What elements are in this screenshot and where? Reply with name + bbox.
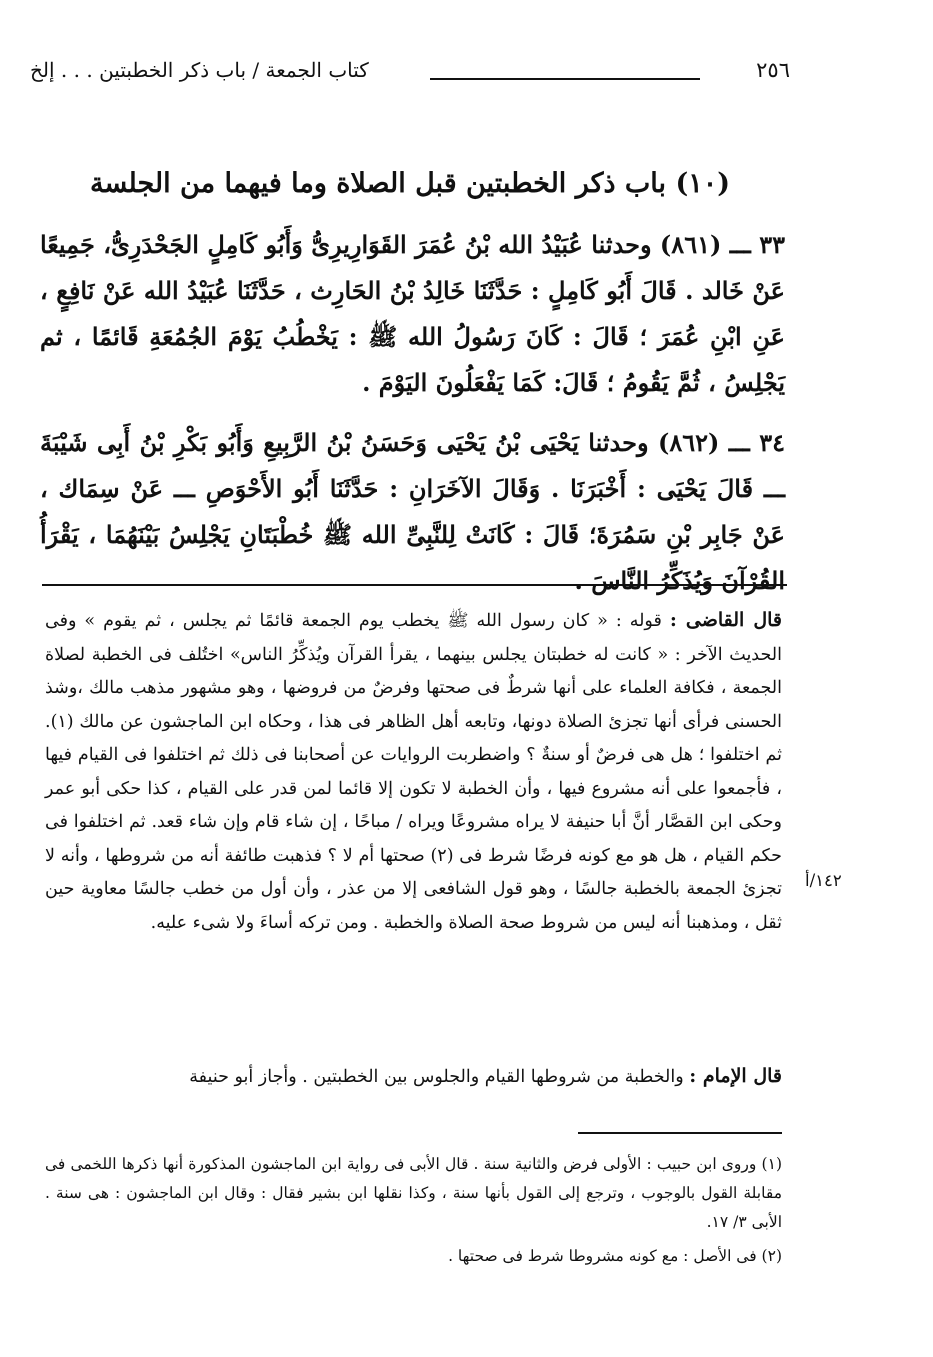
- commentary-qadi: [45, 604, 782, 940]
- qadi-lead: قال القاضى :: [669, 609, 783, 631]
- footnote-2: (٢) فى الأصل : مع كونه مشروطا شرط فى صحتها .: [448, 1247, 782, 1265]
- footnote-1: (١) وروى ابن حبيب : الأولى فرض والثانية سنة . قال الأبى فى رواية ابن الماجشون المذكورة أنها ذكرها اللخمى فى مقابلة القول بالوجوب ، وترجع إلى القول بأنها سنة ، وكذا نقلها ابن بشير فقال : وقال ابن الماجشون : هى سنة . الأبى ٣/ ١٧.: [45, 1155, 782, 1231]
- page-number: ٢٥٦: [756, 58, 790, 82]
- hadith-33: ٣٣ ـــ (٨٦١) وحدثنا عُبَيْدُ الله بْنُ عُمَرَ القَوَارِيرِىُّ وَأَبُو كَامِلٍ الجَحْدَرِىُّ، جَمِيعًا عَنْ خَالد . قَالَ أَبُو كَامِلٍ : حَدَّثَنَا خَالِدُ بْنُ الحَارِث ، حَدَّثَنَا عُبَيْدُ الله عَنْ نَافِعٍ ، عَنِ ابْنِ عُمَرَ ؛ قَالَ : كَانَ رَسُولُ الله ﷺ : يَخْطُبُ يَوْمَ الجُمُعَةِ قَائمًا ، ثم يَجْلِسُ ، ثُمَّ يَقُومُ ؛ قَالَ: كَمَا يَفْعَلُونَ اليَوْمَ .: [40, 230, 785, 397]
- imam-lead: قال الإمام :: [689, 1065, 782, 1087]
- imam-text: والخطبة من شروطها القيام والجلوس بين الخطبتين . وأجاز أبو حنيفة: [189, 1067, 684, 1087]
- footnote-rule: [578, 1132, 782, 1134]
- manuscript-folio-note: ١٤٢/أ: [805, 871, 842, 890]
- commentary-imam: [45, 1060, 782, 1095]
- qadi-text: قوله : « كان رسول الله ﷺ يخطب يوم الجمعة قائمًا ثم يجلس ، ثم يقوم » وفى الحديث الآخر : « كانت له خطبتان يجلس بينهما ، يقرأ القرآن ويُذكِّرُ الناس» اختُلف فى الخطبة لصلاة الجمعة ، فكافة العلماء على أنها شرطٌ فى صحتها وفرضٌ من فروضها ، وهو مشهور مذهب مالك ،وشذ الحسنى فرأى أنها تجزئ الصلاة دونها، وتابعه أهل الظاهر فى هذا ، وحكاه ابن الماجشون عن مالك (١). ثم اختلفوا ؛ هل هى فرضٌ أو سنةٌ ؟ واضطربت الروايات عن أصحابنا فى ذلك ثم اختلفوا فى القيام فيها ، فأجمعوا على أنه مشروع فيها ، وأن الخطبة لا تكون إلا قائما لمن قدر على القيام ، كذا حكى أبو عمر وحكى ابن القصَّار أنَّ أبا حنيفة لا يراه مشروعًا ويراه / مباحًا ، إن شاء قام وإن شاء قعد. ثم اختلفوا فى حكم القيام ، هل هو مع كونه فرضًا شرط فى (٢) صحتها أم لا ؟ فذهبت طائفة أنه من شروطها ، وأنه لا تجزئ الجمعة بالخطبة جالسًا ، وهو قول الشافعى إلا من عذر ، وأن أول من خطب جالسًا معاوية حين ثقل ، ومذهبنا أنه ليس من شروط صحة الصلاة والخطبة . ومن تركه أساءَ ولا شىء عليه.: [45, 611, 782, 933]
- section-divider: [42, 584, 787, 586]
- header-rule: [430, 78, 700, 80]
- chapter-title: (١٠) باب ذكر الخطبتين قبل الصلاة وما فيهما من الجلسة: [89, 168, 731, 199]
- running-header: [30, 58, 790, 90]
- running-title: كتاب الجمعة / باب ذكر الخطبتين . . . إلخ: [30, 58, 369, 82]
- hadith-34: ٣٤ ـــ (٨٦٢) وحدثنا يَحْيَى بْنُ يَحْيَى وَحَسَنُ بْنُ الرَّبِيعِ وَأَبُو بَكْرِ بْنُ أَبِى شَيْبَةَ ـــ قَالَ يَحْيَى : أَخْبَرَنَا . وَقَالَ الآخَرَانِ : حَدَّثَنَا أَبُو الأَحْوَصِ ـــ عَنْ سِمَاك ، عَنْ جَابِر بْنِ سَمُرَةَ؛ قَالَ : كَانَتْ لِلنَّبِىِّ الله ﷺ خُطْبَتَانِ يَجْلِسُ بَيْنَهُمَا ، يَقْرَأُ القُرْآنَ وَيُذَكِّرُ النَّاسَ .: [40, 428, 785, 595]
